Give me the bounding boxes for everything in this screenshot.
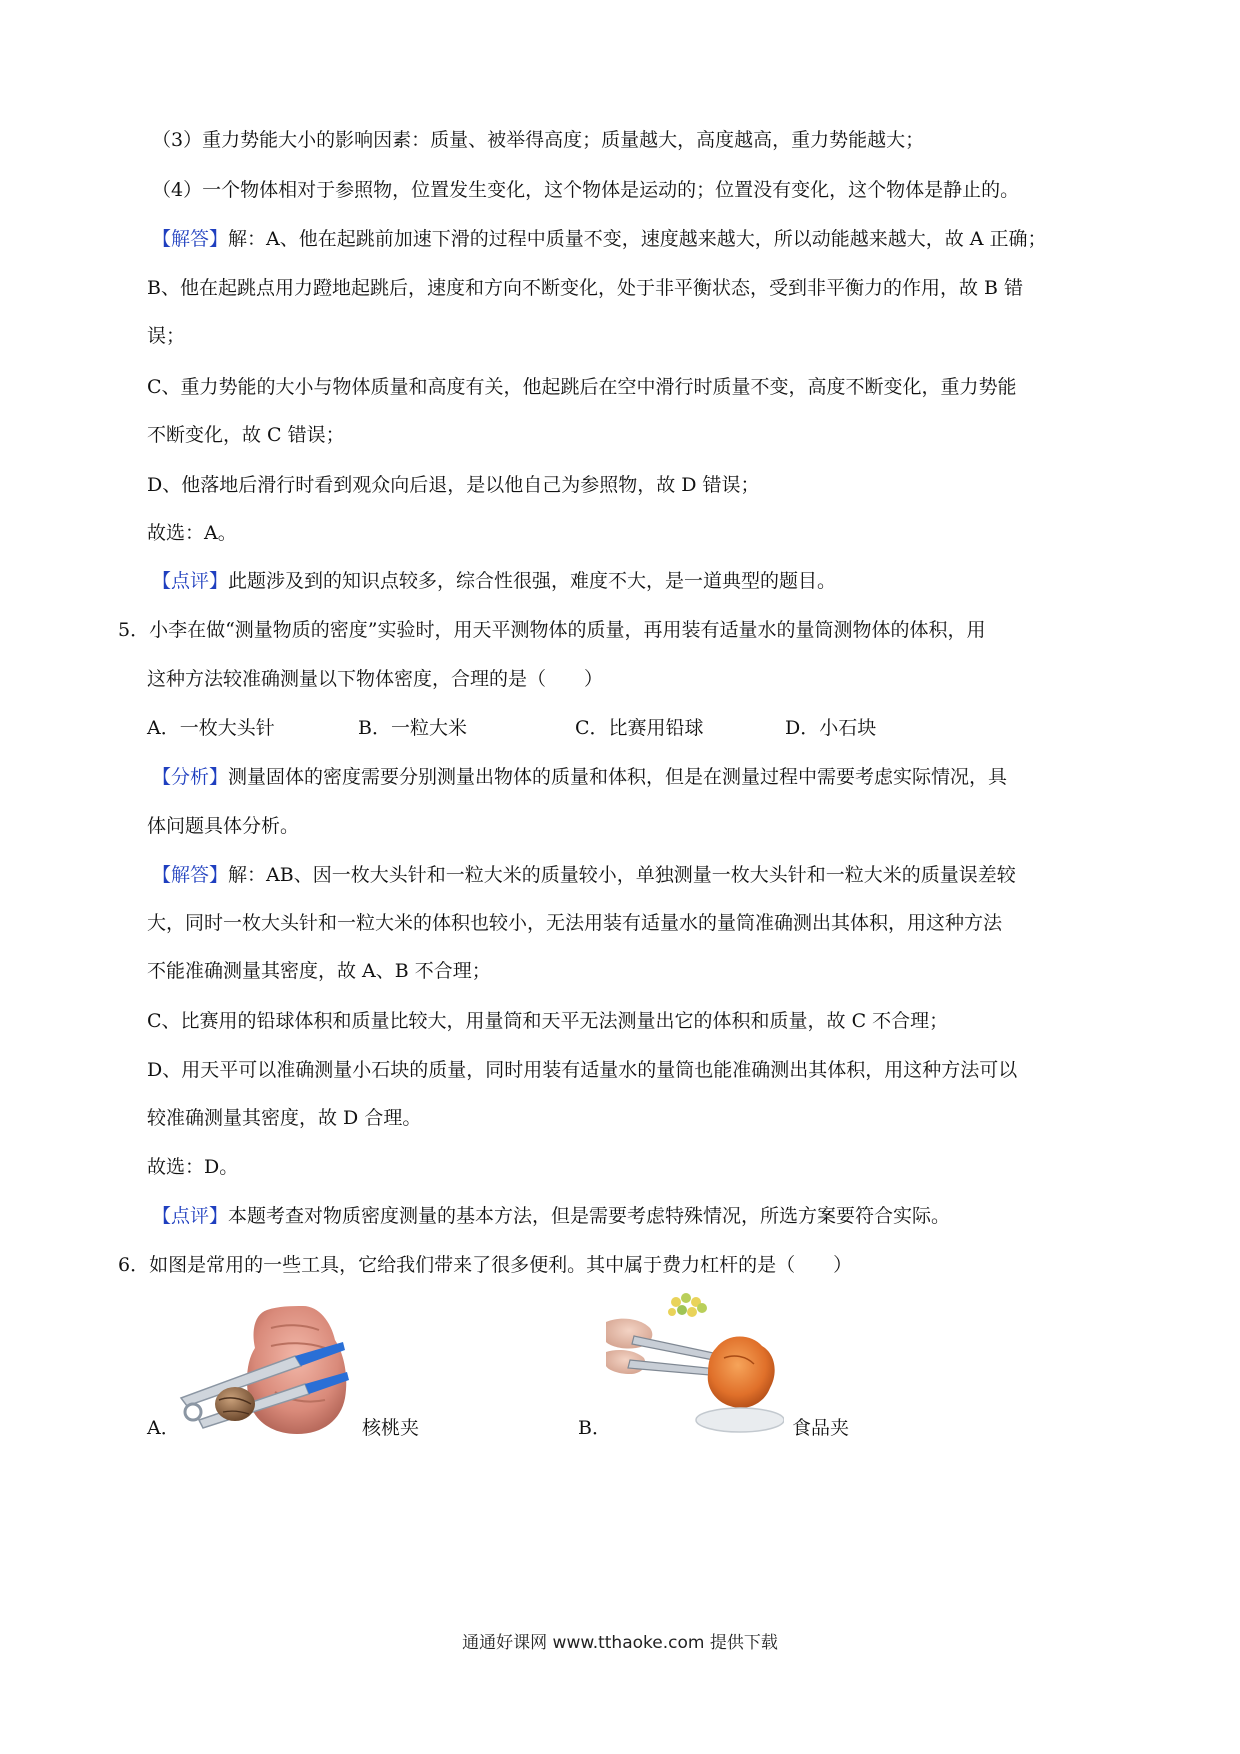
q5-option-b: B．一粒大米 (358, 717, 467, 739)
q5-answer-line-4: C、比赛用的铅球体积和质量比较大，用量筒和天平无法测量出它的体积和质量，故 C 不合理； (147, 1010, 949, 1032)
q4-answer-line-3: 误； (147, 325, 186, 347)
q5-comment-text: 本题考查对物质密度测量的基本方法，但是需要考虑特殊情况，所选方案要符合实际。 (228, 1205, 951, 1227)
comment-tag: 【点评】 (152, 570, 229, 592)
q5-answer-line-6: 较准确测量其密度，故 D 合理。 (147, 1107, 422, 1129)
q5-answer-line-3: 不能准确测量其密度，故 A、B 不合理； (147, 960, 491, 982)
q5-answer-line-1 (152, 862, 1016, 888)
q5-answer-line-2: 大，同时一枚大头针和一粒大米的体积也较小，无法用装有适量水的量筒准确测出其体积，用这种方法 (147, 912, 1003, 934)
knowledge-point-3: （3）重力势能大小的影响因素：质量、被举得高度；质量越大，高度越高，重力势能越大； (152, 129, 925, 151)
q4-answer-line-1 (152, 226, 1047, 252)
q6-stem: 6．如图是常用的一些工具，它给我们带来了很多便利。其中属于费力杠杆的是（ ） (118, 1254, 853, 1276)
q5-choice: 故选：D。 (147, 1156, 239, 1178)
q5-analysis-line-2: 体问题具体分析。 (147, 815, 300, 837)
q5-option-a: A．一枚大头针 (147, 717, 275, 739)
q5-analysis-line-1 (152, 764, 1007, 790)
q5-answer-text: 解：AB、因一枚大头针和一粒大米的质量较小，单独测量一枚大头针和一粒大米的质量误差较 (228, 864, 1016, 886)
q4-choice: 故选：A。 (147, 522, 237, 544)
food-tongs-illustration (606, 1288, 784, 1436)
walnut-cracker-image (175, 1300, 361, 1436)
q5-comment (152, 1203, 950, 1229)
q4-comment (152, 568, 836, 594)
q6-option-a-label: 核桃夹 (362, 1417, 420, 1439)
q5-stem-line-1: 5．小李在做“测量物质的密度”实验时，用天平测物体的质量，再用装有适量水的量筒测物体的体积，用 (118, 619, 986, 641)
knowledge-point-4: （4）一个物体相对于参照物，位置发生变化，这个物体是运动的；位置没有变化，这个物体是静止的。 (152, 179, 1020, 201)
q4-answer-line-6: D、他落地后滑行时看到观众向后退，是以他自己为参照物，故 D 错误； (147, 474, 760, 496)
comment-tag: 【点评】 (152, 1205, 229, 1227)
q6-option-b-letter: B． (578, 1417, 611, 1439)
q5-option-c: C．比赛用铅球 (575, 717, 704, 739)
q4-answer-line-4: C、重力势能的大小与物体质量和高度有关，他起跳后在空中滑行时质量不变，高度不断变化，重力势能 (147, 376, 1017, 398)
q4-answer-line-2: B、他在起跳点用力蹬地起跳后，速度和方向不断变化，处于非平衡状态，受到非平衡力的作用，故 B 错 (147, 277, 1024, 299)
walnut-cracker-illustration (175, 1300, 361, 1436)
answer-tag: 【解答】 (152, 228, 229, 250)
q4-answer-line-5: 不断变化，故 C 错误； (147, 424, 345, 446)
q5-answer-line-5: D、用天平可以准确测量小石块的质量，同时用装有适量水的量筒也能准确测出其体积，用这种方法可以 (147, 1059, 1018, 1081)
answer-tag: 【解答】 (152, 864, 229, 886)
q4-answer-text: 解：A、他在起跳前加速下滑的过程中质量不变，速度越来越大，所以动能越来越大，故 A 正确； (228, 228, 1047, 250)
q5-option-d: D．小石块 (785, 717, 877, 739)
q5-stem-line-2: 这种方法较准确测量以下物体密度，合理的是（ ） (147, 668, 604, 690)
q6-option-b-label: 食品夹 (792, 1417, 850, 1439)
q4-comment-text: 此题涉及到的知识点较多，综合性很强，难度不大，是一道典型的题目。 (228, 570, 837, 592)
food-tongs-image (606, 1288, 784, 1436)
q6-option-a-letter: A． (147, 1417, 180, 1439)
page-footer: 通通好课网 www.tthaoke.com 提供下载 (462, 1633, 778, 1653)
analysis-tag: 【分析】 (152, 766, 229, 788)
q5-analysis-text: 测量固体的密度需要分别测量出物体的质量和体积，但是在测量过程中需要考虑实际情况，具 (228, 766, 1008, 788)
